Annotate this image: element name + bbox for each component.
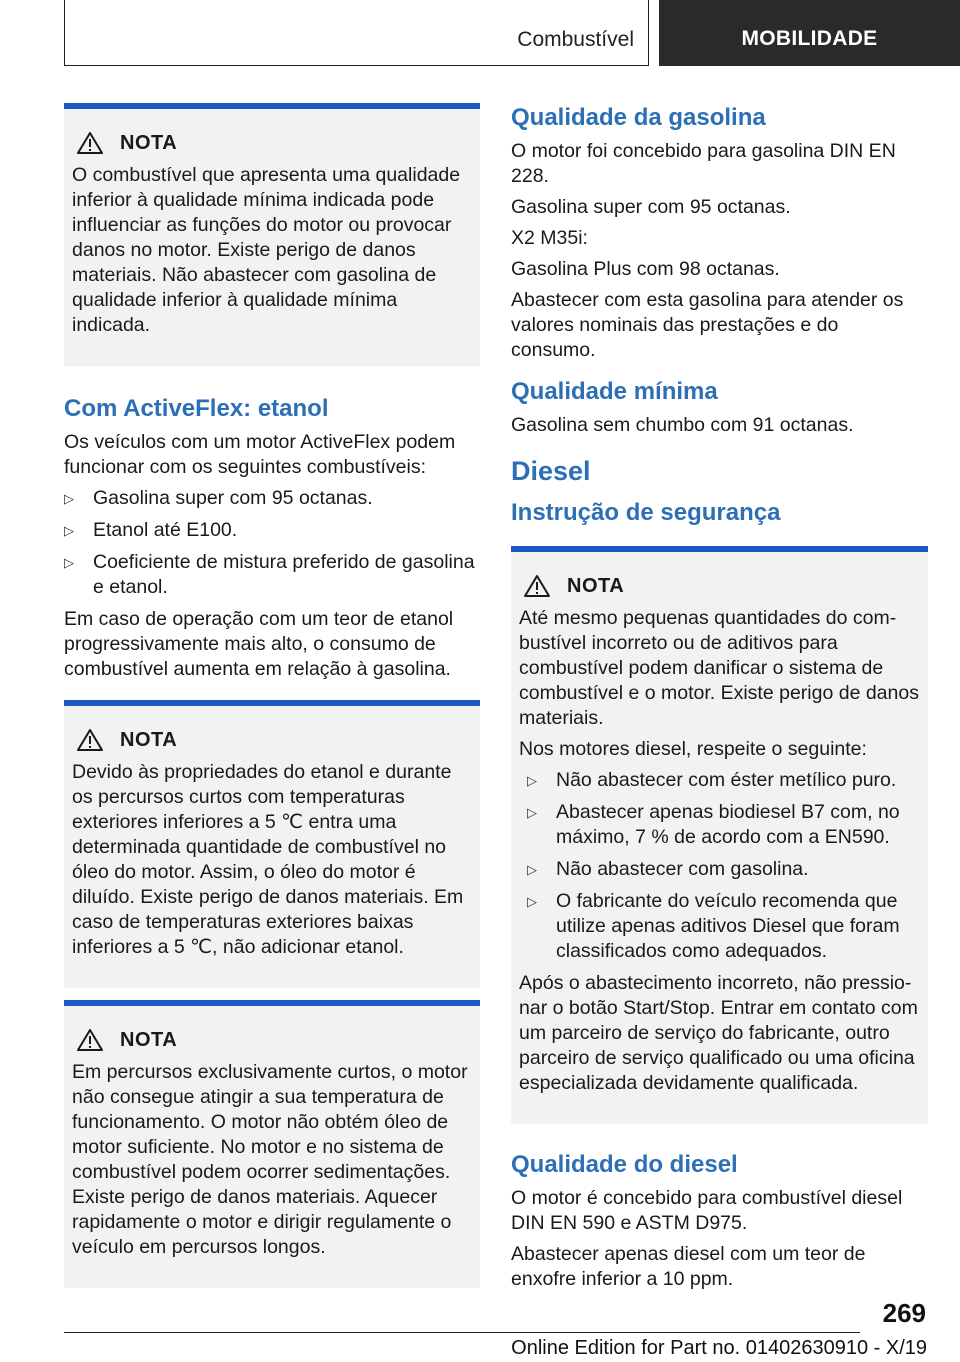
note-text: Em percursos exclusivamente curtos, o motor não consegue atingir a sua temperatura de funcionamento. O motor não obtém óleo de motor suficiente. No motor e no sistema de combustível podem ocorrer sedimentações. Existe perigo de danos materiais. Aquecer rapidamente o motor e dirigir regulamente o veículo em percursos longos.	[72, 1061, 468, 1258]
paragraph: Gasolina sem chumbo com 91 octanas.	[511, 414, 854, 436]
page-number: 269	[882, 1298, 926, 1328]
chapter-tab	[659, 0, 960, 66]
activeflex-outro: Em caso de operação com um teor de etanol progressivamente mais alto, o consumo de combustível aumenta em relação à gasolina.	[64, 608, 454, 680]
paragraph: Gasolina super com 95 octanas.	[511, 196, 791, 218]
warning-icon	[76, 1028, 104, 1052]
paragraph: Abastecer apenas diesel com um teor de enxofre inferior a 10 ppm.	[511, 1243, 866, 1290]
left-column	[64, 103, 480, 1288]
note-text: Nos motores diesel, respeite o seguinte:	[519, 738, 867, 760]
list-item: ▷ Etanol até E100.	[64, 519, 238, 541]
triangle-bullet-icon: ▷	[527, 773, 537, 788]
warning-icon	[76, 728, 104, 752]
note-header	[72, 131, 472, 155]
note-header	[72, 1028, 472, 1052]
note-text: Devido às propriedades do etanol e durante os percursos curtos com temperaturas exteriores inferiores a 5 ℃ entra uma determinada quantidade de combustível no óleo do motor. Assim, o óleo do motor é diluído. Existe perigo de danos materiais. Em caso de temperaturas exteriores baixas inferiores a 5 ℃, não adicionar etanol.	[72, 761, 464, 958]
triangle-bullet-icon: ▷	[527, 894, 537, 909]
note-box-low-quality	[64, 103, 480, 366]
triangle-bullet-icon: ▷	[527, 862, 537, 877]
min-quality-heading: Qualidade mínima	[511, 378, 718, 405]
gasoline-quality-heading: Qualidade da gasolina	[511, 104, 766, 131]
warning-icon	[523, 574, 551, 598]
list-item: ▷ Não abastecer com gasolina.	[527, 858, 809, 880]
note-text: Até mesmo pequenas quantidades do combustível incorreto ou de aditivos para combustível podem danificar o sistema de combustível e o motor. Existe perigo de danos materiais.	[519, 607, 919, 729]
chapter-title: MOBILIDADE	[741, 27, 878, 50]
note-text: Após o abastecimento incorreto, não pressionar o botão Start/Stop. Entrar em contato com um parceiro de serviço do fabricante, outro parceiro de serviço qualificado ou uma oficina especializada devidamente qualificada.	[519, 972, 918, 1094]
activeflex-fuel-list	[64, 486, 480, 600]
diesel-rules-list	[519, 768, 920, 964]
paragraph: X2 M35i:	[511, 227, 588, 249]
note-label: NOTA	[120, 728, 178, 751]
paragraph: O motor é concebido para combustível diesel DIN EN 590 e ASTM D975.	[511, 1187, 903, 1234]
note-box-ethanol	[64, 700, 480, 988]
header-frame	[64, 0, 649, 66]
note-header	[519, 574, 920, 598]
list-item: ▷ O fabricante do veículo recomenda que utilize apenas aditivos Diesel que foram classificados como adequados.	[527, 890, 900, 962]
safety-heading: Instrução de segurança	[511, 499, 781, 526]
paragraph: Gasolina Plus com 98 octanas.	[511, 258, 780, 280]
note-label: NOTA	[120, 1028, 178, 1051]
note-label: NOTA	[120, 131, 178, 154]
activeflex-intro: Os veículos com um motor ActiveFlex podem funcionar com os seguintes combustíveis:	[64, 431, 456, 478]
note-box-short-trips	[64, 1000, 480, 1288]
diesel-quality-heading: Qualidade do diesel	[511, 1151, 738, 1178]
list-item: ▷ Gasolina super com 95 octanas.	[64, 487, 373, 509]
list-item: ▷ Abastecer apenas biodiesel B7 com, no máximo, 7 % de acordo com a EN590.	[527, 801, 900, 848]
triangle-bullet-icon: ▷	[527, 805, 537, 820]
triangle-bullet-icon: ▷	[64, 491, 74, 506]
list-item: ▷ Não abastecer com éster metílico puro.	[527, 769, 897, 791]
triangle-bullet-icon: ▷	[64, 555, 74, 570]
warning-icon	[76, 131, 104, 155]
section-title: Combustível	[517, 28, 634, 51]
diesel-heading: Diesel	[511, 456, 591, 486]
note-box-diesel	[511, 546, 928, 1124]
paragraph: O motor foi concebido para gasolina DIN EN 228.	[511, 140, 896, 187]
triangle-bullet-icon: ▷	[64, 523, 74, 538]
note-label: NOTA	[567, 574, 625, 597]
paragraph: Abastecer com esta gasolina para atender os valores nominais das prestações e do consumo.	[511, 289, 904, 361]
note-header	[72, 728, 472, 752]
footer-edition: Online Edition for Part no. 01402630910 - X/19	[511, 1337, 927, 1359]
footer-divider	[64, 1332, 860, 1333]
right-column	[511, 103, 928, 1298]
list-item: ▷ Coeficiente de mistura preferido de gasolina e etanol.	[64, 551, 475, 598]
activeflex-heading: Com ActiveFlex: etanol	[64, 395, 329, 422]
note-text: O combustível que apresenta uma qualidade inferior à qualidade mínima indicada pode influenciar as funções do motor ou provocar danos no motor. Existe perigo de danos materiais. Não abastecer com gasolina de qualidade inferior à qualidade mínima indicada.	[72, 164, 461, 336]
